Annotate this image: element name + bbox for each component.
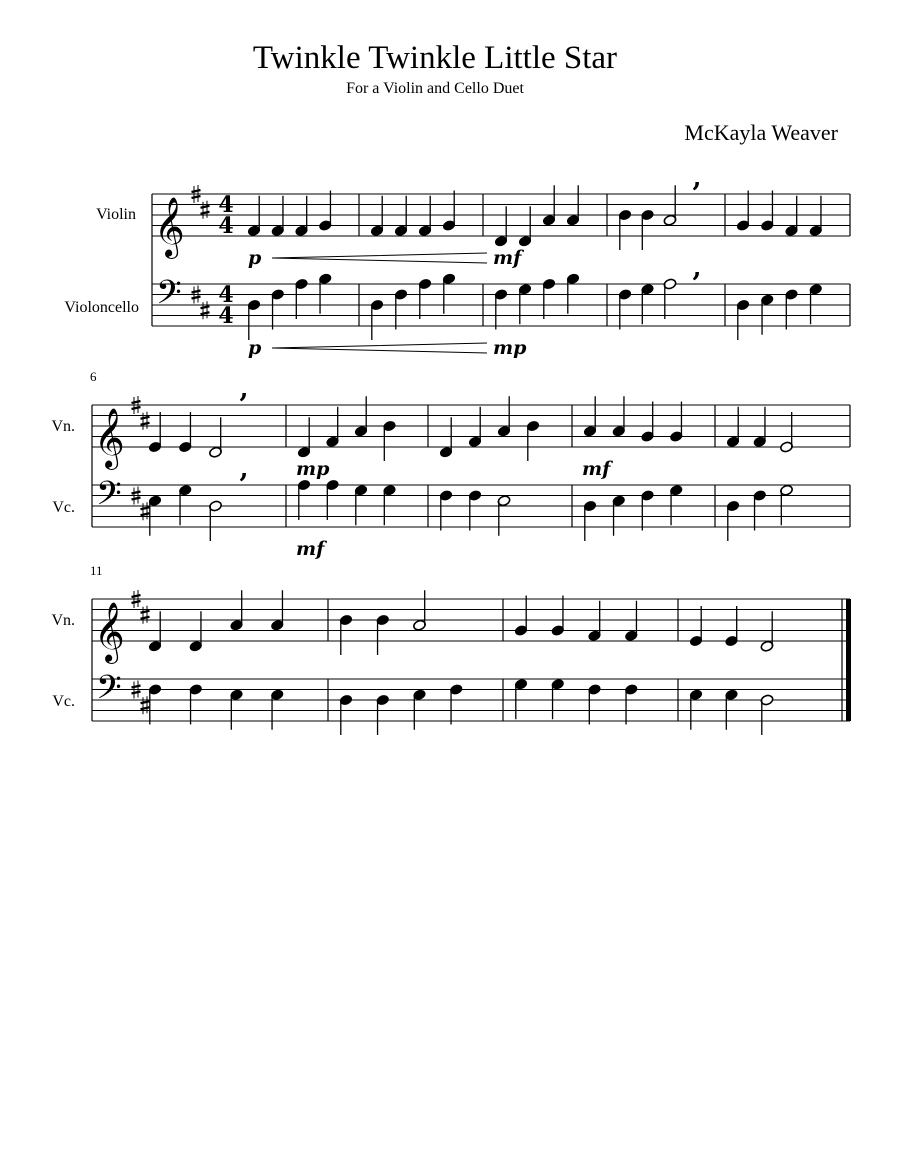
instrument-name-violin: Violin (96, 206, 136, 223)
measure-number: 6 (90, 369, 97, 384)
instrument-abbr-cello: Vc. (52, 693, 75, 710)
treble-clef-icon: 𝄞 (94, 602, 125, 662)
treble-clef-icon: 𝄞 (94, 408, 125, 468)
time-signature-denominator: 4 (218, 303, 234, 329)
time-signature-numerator: 4 (218, 282, 234, 308)
time-signature-numerator: 4 (218, 192, 234, 218)
sharp-icon (201, 301, 210, 319)
breath-mark-icon: , (692, 253, 702, 283)
instrument-abbr-cello: Vc. (52, 499, 75, 516)
treble-clef-icon: 𝄞 (154, 197, 185, 257)
dynamic-marking: mp (493, 337, 527, 359)
crescendo-hairpin (272, 253, 487, 263)
dynamic-marking: mf (493, 247, 522, 269)
dynamic-marking: p (248, 247, 262, 269)
dynamic-marking: mp (296, 458, 330, 480)
breath-mark-icon: , (239, 374, 249, 404)
dynamic-marking: p (248, 337, 262, 359)
dynamic-marking: mf (296, 538, 325, 560)
instrument-name-cello: Violoncello (64, 299, 139, 316)
breath-mark-icon: , (239, 454, 249, 484)
sharp-icon (141, 696, 150, 714)
score-subtitle: For a Violin and Cello Duet (346, 80, 524, 97)
score-title: Twinkle Twinkle Little Star (252, 40, 618, 76)
breath-mark-icon: , (692, 163, 702, 193)
instrument-abbr-violin: Vn. (51, 612, 75, 629)
instrument-abbr-violin: Vn. (51, 418, 75, 435)
sharp-icon (201, 201, 210, 219)
sharp-icon (141, 412, 150, 430)
sharp-icon (141, 502, 150, 520)
bass-clef-icon: 𝄢 (156, 274, 182, 320)
cello-staff (92, 679, 850, 721)
final-barline-thick (846, 599, 851, 721)
sharp-icon (141, 606, 150, 624)
dynamic-marking: mf (582, 458, 611, 480)
crescendo-hairpin (272, 343, 487, 353)
bass-clef-icon: 𝄢 (96, 669, 122, 715)
bass-clef-icon: 𝄢 (96, 475, 122, 521)
time-signature-denominator: 4 (218, 213, 234, 239)
measure-number: 11 (90, 563, 103, 578)
composer-name: McKayla Weaver (684, 120, 838, 145)
